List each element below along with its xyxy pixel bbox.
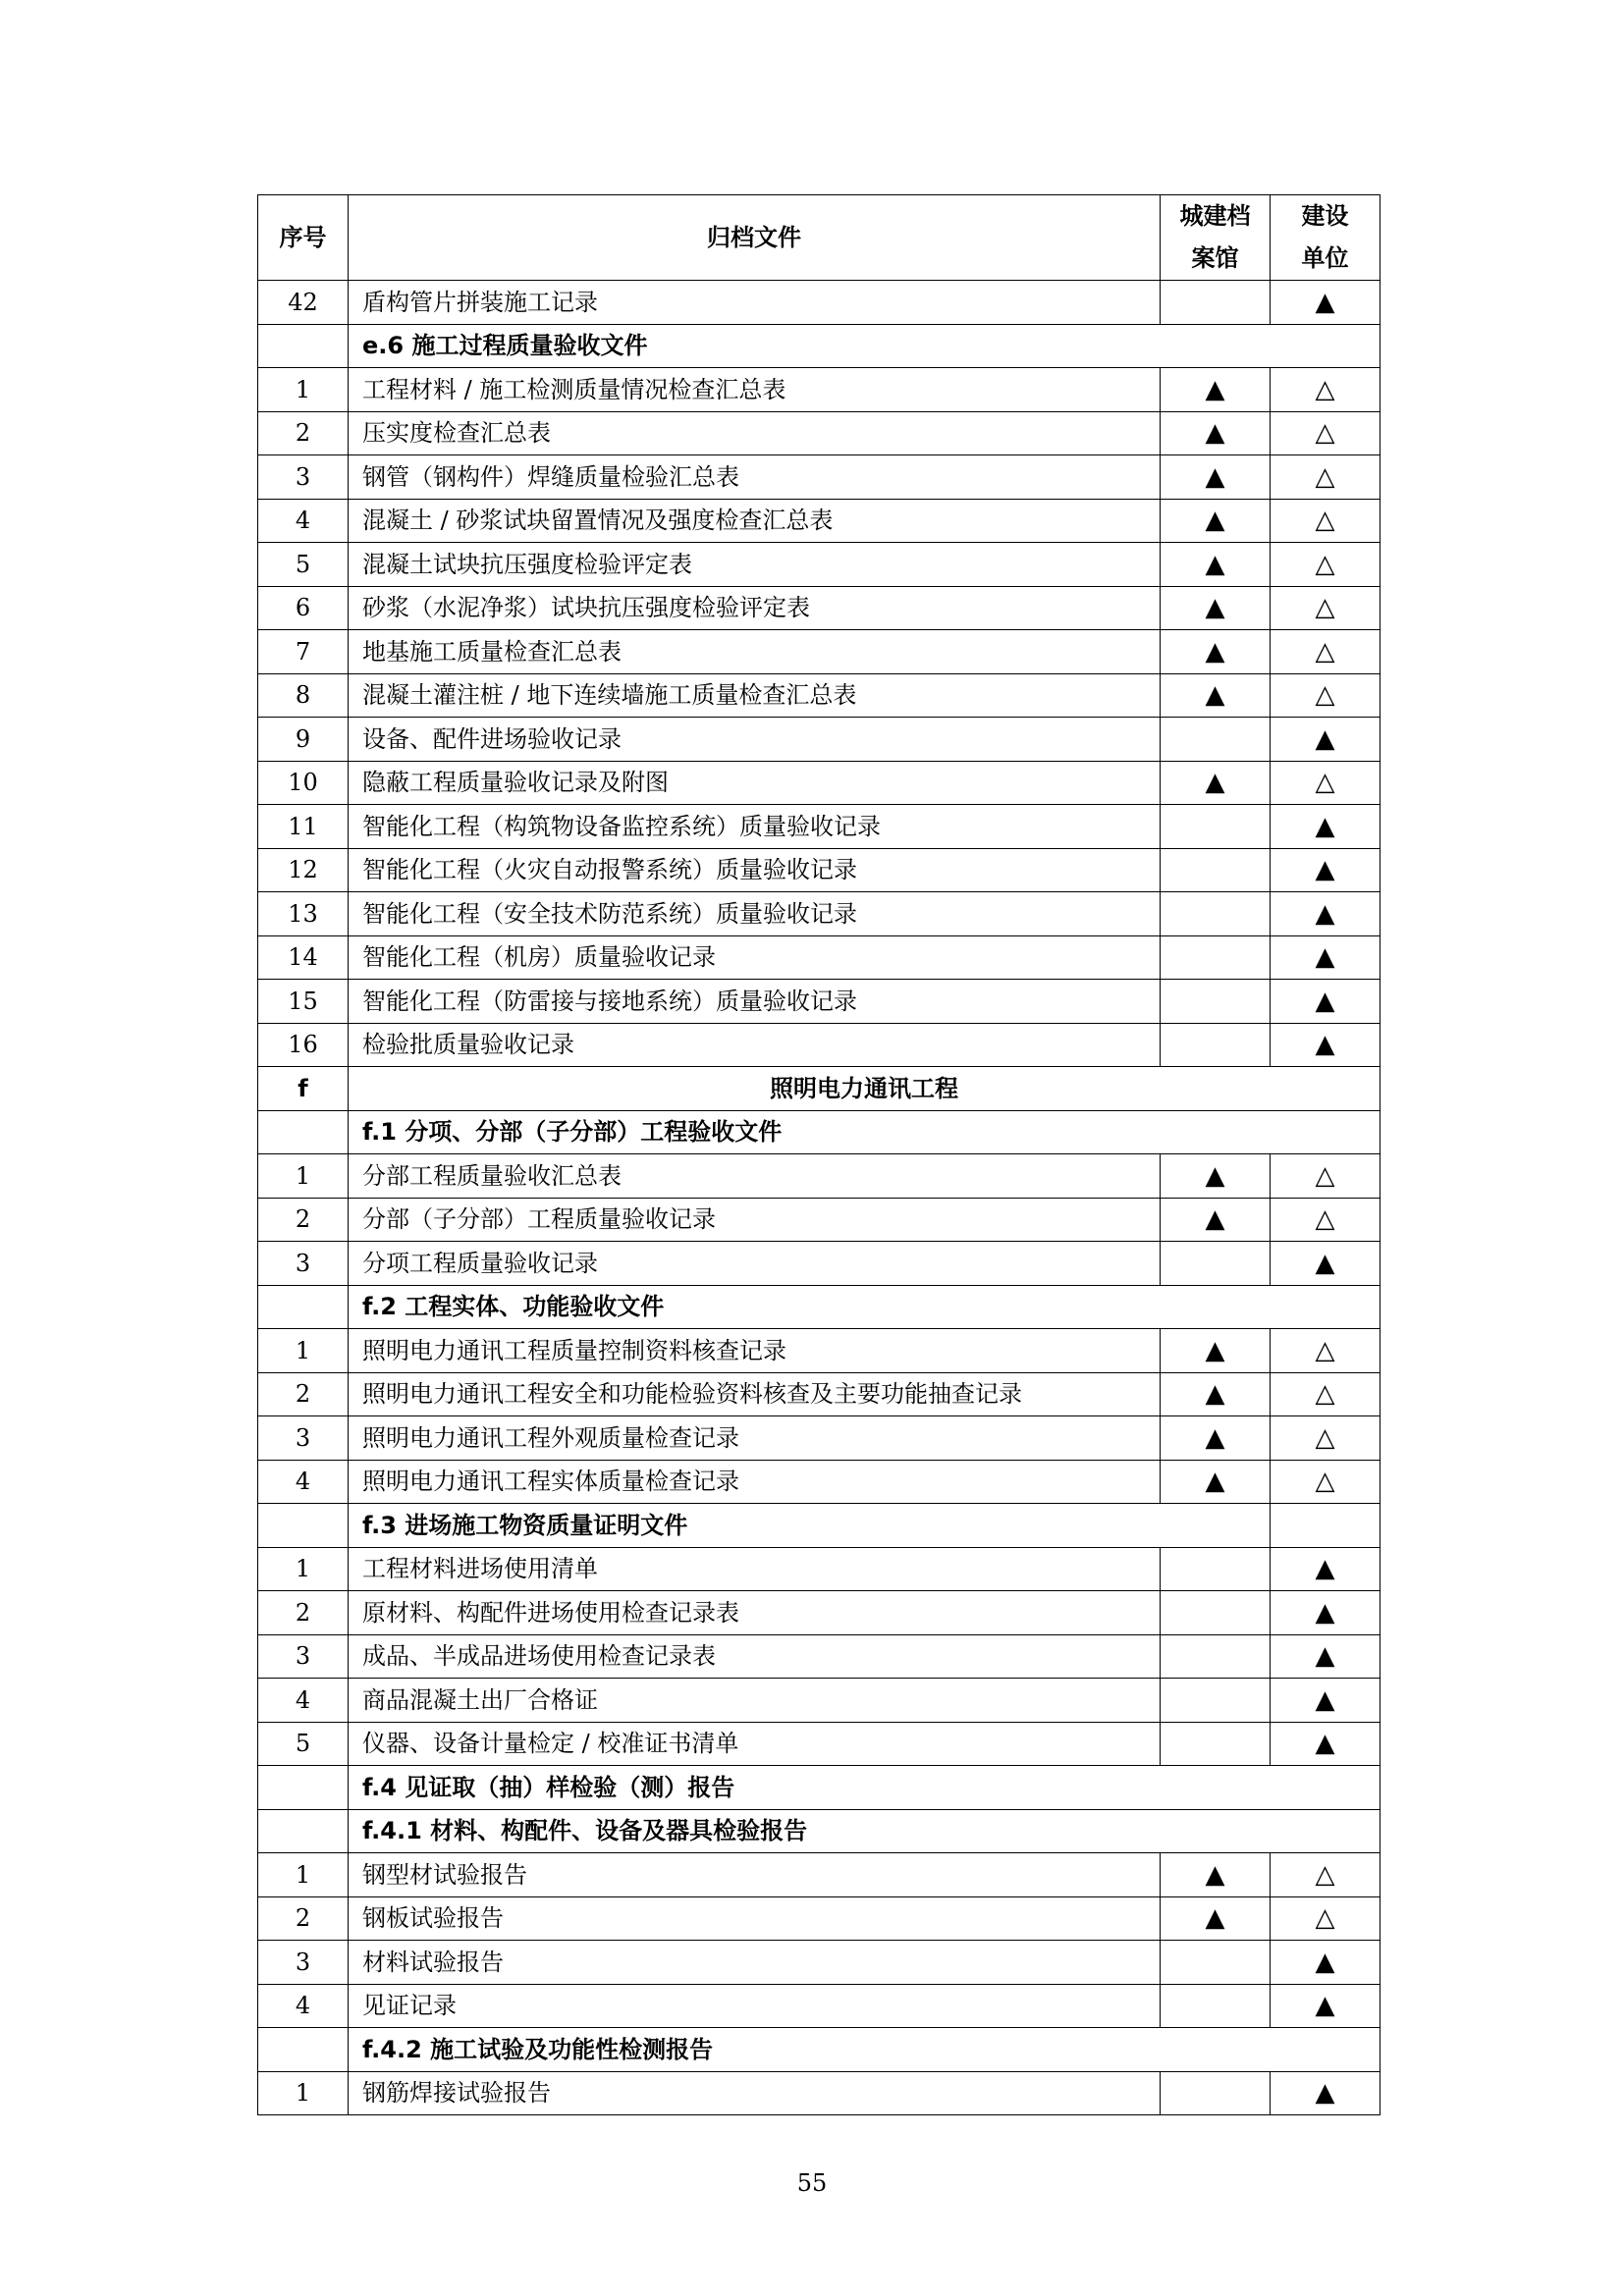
document-name-cell: 压实度检查汇总表 (349, 411, 1161, 455)
city-archives-mark-cell: ▲ (1161, 455, 1271, 500)
construction-unit-mark-cell: ▲ (1271, 1023, 1380, 1067)
city-archives-mark-cell (1161, 1722, 1271, 1766)
table-row (258, 1634, 1380, 1679)
document-name-cell: 见证记录 (349, 1984, 1161, 2028)
page-number: 55 (796, 2169, 828, 2197)
construction-unit-mark-cell: △ (1271, 761, 1380, 805)
document-name-cell: 照明电力通讯工程质量控制资料核查记录 (349, 1329, 1161, 1373)
serial-number-cell: 1 (258, 1329, 349, 1373)
city-archives-mark-cell (1161, 2071, 1271, 2115)
table-row (258, 630, 1380, 674)
table-row (258, 1896, 1380, 1941)
document-name-cell: 照明电力通讯工程外观质量检查记录 (349, 1416, 1161, 1461)
serial-number-cell: 16 (258, 1023, 349, 1067)
serial-number-cell: 4 (258, 499, 349, 543)
construction-unit-mark-cell: △ (1271, 1853, 1380, 1897)
table-row (258, 1416, 1380, 1461)
construction-unit-mark-cell: △ (1271, 1154, 1380, 1199)
serial-number-cell: 5 (258, 543, 349, 587)
table-row (258, 2071, 1380, 2115)
document-name-cell: 设备、配件进场验收记录 (349, 718, 1161, 762)
construction-unit-mark-cell: ▲ (1271, 1634, 1380, 1679)
construction-unit-mark-cell: △ (1271, 1416, 1380, 1461)
city-archives-mark-cell (1161, 1547, 1271, 1591)
serial-number-cell: 14 (258, 935, 349, 980)
table-row (258, 1329, 1380, 1373)
section-heading-cell: f.4.1 材料、构配件、设备及器具检验报告 (349, 1809, 1380, 1853)
city-archives-mark-cell: ▲ (1161, 1372, 1271, 1416)
city-archives-mark-cell (1161, 805, 1271, 849)
table-row (258, 673, 1380, 718)
serial-number-cell (258, 1110, 349, 1154)
serial-number-cell: 4 (258, 1984, 349, 2028)
construction-unit-mark-cell: △ (1271, 630, 1380, 674)
construction-unit-mark-cell: ▲ (1271, 1242, 1380, 1286)
document-name-cell: 照明电力通讯工程实体质量检查记录 (349, 1460, 1161, 1504)
document-name-cell: 智能化工程（安全技术防范系统）质量验收记录 (349, 892, 1161, 936)
document-name-cell: 工程材料进场使用清单 (349, 1547, 1161, 1591)
serial-number-cell: 3 (258, 1242, 349, 1286)
document-name-cell: 分部（子分部）工程质量验收记录 (349, 1198, 1161, 1242)
serial-number-cell: 2 (258, 1591, 349, 1635)
serial-number-cell: 42 (258, 281, 349, 325)
section-heading-row (258, 1110, 1380, 1154)
city-archives-mark-cell (1161, 1023, 1271, 1067)
document-name-cell: 智能化工程（火灾自动报警系统）质量验收记录 (349, 848, 1161, 892)
section-heading-row (258, 324, 1380, 368)
city-archives-mark-cell: ▲ (1161, 1416, 1271, 1461)
city-archives-mark-cell (1161, 281, 1271, 325)
city-archives-mark-cell: ▲ (1161, 411, 1271, 455)
serial-number-cell (258, 1766, 349, 1810)
document-name-cell: 智能化工程（机房）质量验收记录 (349, 935, 1161, 980)
document-name-cell: 分部工程质量验收汇总表 (349, 1154, 1161, 1199)
serial-number-cell: 15 (258, 980, 349, 1024)
city-archives-mark-cell: ▲ (1161, 1329, 1271, 1373)
table-body (258, 281, 1380, 2115)
construction-unit-mark-cell: △ (1271, 543, 1380, 587)
serial-number-cell: 12 (258, 848, 349, 892)
serial-number-cell: 2 (258, 1896, 349, 1941)
document-name-cell: 钢型材试验报告 (349, 1853, 1161, 1897)
construction-unit-mark-cell: △ (1271, 1198, 1380, 1242)
city-archives-mark-cell (1161, 1634, 1271, 1679)
serial-number-cell: 13 (258, 892, 349, 936)
table-row (258, 892, 1380, 936)
city-archives-mark-cell (1161, 1591, 1271, 1635)
document-name-cell: 盾构管片拼装施工记录 (349, 281, 1161, 325)
section-heading-row (258, 1766, 1380, 1810)
document-name-cell: 砂浆（水泥净浆）试块抗压强度检验评定表 (349, 586, 1161, 630)
serial-number-cell (258, 2028, 349, 2072)
table-row (258, 1679, 1380, 1723)
archive-document-table (257, 194, 1380, 2115)
city-archives-mark-cell (1161, 1941, 1271, 1985)
city-archives-mark-cell (1161, 848, 1271, 892)
group-heading-row (258, 1067, 1380, 1111)
header-construction-unit-line2: 单位 (1301, 244, 1349, 272)
serial-number-cell: 4 (258, 1679, 349, 1723)
construction-unit-mark-cell: △ (1271, 1896, 1380, 1941)
document-name-cell: 混凝土灌注桩 / 地下连续墙施工质量检查汇总表 (349, 673, 1161, 718)
document-name-cell: 检验批质量验收记录 (349, 1023, 1161, 1067)
serial-number-cell: 1 (258, 2071, 349, 2115)
construction-unit-mark-cell (1271, 1504, 1380, 1548)
city-archives-mark-cell: ▲ (1161, 499, 1271, 543)
group-heading-cell: 照明电力通讯工程 (349, 1067, 1380, 1111)
document-name-cell: 商品混凝土出厂合格证 (349, 1679, 1161, 1723)
construction-unit-mark-cell: ▲ (1271, 1679, 1380, 1723)
table-row (258, 1023, 1380, 1067)
construction-unit-mark-cell: ▲ (1271, 805, 1380, 849)
construction-unit-mark-cell: ▲ (1271, 1591, 1380, 1635)
table-row (258, 935, 1380, 980)
header-construction-unit-line1: 建设 (1301, 202, 1349, 230)
city-archives-mark-cell: ▲ (1161, 368, 1271, 412)
serial-number-cell: 10 (258, 761, 349, 805)
table-row (258, 455, 1380, 500)
table-row (258, 1242, 1380, 1286)
serial-number-cell: 2 (258, 411, 349, 455)
serial-number-cell: 8 (258, 673, 349, 718)
header-serial-number: 序号 (258, 195, 349, 281)
construction-unit-mark-cell: ▲ (1271, 1722, 1380, 1766)
construction-unit-mark-cell: △ (1271, 1460, 1380, 1504)
document-name-cell: 地基施工质量检查汇总表 (349, 630, 1161, 674)
table-row (258, 1547, 1380, 1591)
document-name-cell: 钢板试验报告 (349, 1896, 1161, 1941)
header-construction-unit (1271, 195, 1380, 281)
city-archives-mark-cell: ▲ (1161, 1853, 1271, 1897)
table-row (258, 499, 1380, 543)
serial-number-cell: 7 (258, 630, 349, 674)
serial-number-cell: 1 (258, 368, 349, 412)
document-name-cell: 智能化工程（防雷接与接地系统）质量验收记录 (349, 980, 1161, 1024)
construction-unit-mark-cell: △ (1271, 411, 1380, 455)
table-row (258, 718, 1380, 762)
section-heading-cell: f.4 见证取（抽）样检验（测）报告 (349, 1766, 1380, 1810)
construction-unit-mark-cell: △ (1271, 586, 1380, 630)
serial-number-cell: 11 (258, 805, 349, 849)
construction-unit-mark-cell: △ (1271, 673, 1380, 718)
table-row (258, 543, 1380, 587)
construction-unit-mark-cell: ▲ (1271, 935, 1380, 980)
document-name-cell: 混凝土试块抗压强度检验评定表 (349, 543, 1161, 587)
table-row (258, 1853, 1380, 1897)
construction-unit-mark-cell: ▲ (1271, 1984, 1380, 2028)
serial-number-cell (258, 1809, 349, 1853)
document-name-cell: 照明电力通讯工程安全和功能检验资料核查及主要功能抽查记录 (349, 1372, 1161, 1416)
construction-unit-mark-cell: ▲ (1271, 281, 1380, 325)
construction-unit-mark-cell: ▲ (1271, 892, 1380, 936)
serial-number-cell: 9 (258, 718, 349, 762)
section-heading-row (258, 1809, 1380, 1853)
city-archives-mark-cell (1161, 935, 1271, 980)
serial-number-cell (258, 1285, 349, 1329)
construction-unit-mark-cell: ▲ (1271, 1941, 1380, 1985)
document-name-cell: 混凝土 / 砂浆试块留置情况及强度检查汇总表 (349, 499, 1161, 543)
table-row (258, 1941, 1380, 1985)
construction-unit-mark-cell: ▲ (1271, 980, 1380, 1024)
construction-unit-mark-cell: ▲ (1271, 848, 1380, 892)
document-name-cell: 智能化工程（构筑物设备监控系统）质量验收记录 (349, 805, 1161, 849)
document-name-cell: 分项工程质量验收记录 (349, 1242, 1161, 1286)
table-row (258, 1154, 1380, 1199)
section-heading-cell: f.1 分项、分部（子分部）工程验收文件 (349, 1110, 1380, 1154)
city-archives-mark-cell: ▲ (1161, 1198, 1271, 1242)
table-row (258, 1198, 1380, 1242)
construction-unit-mark-cell: △ (1271, 368, 1380, 412)
section-heading-row (258, 2028, 1380, 2072)
construction-unit-mark-cell: △ (1271, 455, 1380, 500)
document-name-cell: 隐蔽工程质量验收记录及附图 (349, 761, 1161, 805)
serial-number-cell: 6 (258, 586, 349, 630)
section-heading-cell: e.6 施工过程质量验收文件 (349, 324, 1380, 368)
serial-number-cell: 3 (258, 1416, 349, 1461)
document-name-cell: 成品、半成品进场使用检查记录表 (349, 1634, 1161, 1679)
section-heading-cell: f.4.2 施工试验及功能性检测报告 (349, 2028, 1380, 2072)
document-name-cell: 原材料、构配件进场使用检查记录表 (349, 1591, 1161, 1635)
city-archives-mark-cell: ▲ (1161, 630, 1271, 674)
serial-number-cell: 5 (258, 1722, 349, 1766)
table-row (258, 1591, 1380, 1635)
document-name-cell: 钢管（钢构件）焊缝质量检验汇总表 (349, 455, 1161, 500)
city-archives-mark-cell (1161, 1242, 1271, 1286)
table-row (258, 368, 1380, 412)
serial-number-cell: 1 (258, 1853, 349, 1897)
serial-number-cell: 1 (258, 1154, 349, 1199)
document-name-cell: 工程材料 / 施工检测质量情况检查汇总表 (349, 368, 1161, 412)
group-code-cell: f (258, 1067, 349, 1111)
city-archives-mark-cell: ▲ (1161, 1896, 1271, 1941)
serial-number-cell: 2 (258, 1198, 349, 1242)
table-row (258, 1722, 1380, 1766)
serial-number-cell: 3 (258, 1634, 349, 1679)
table-row (258, 761, 1380, 805)
section-heading-row (258, 1504, 1380, 1548)
header-city-archives-line2: 案馆 (1191, 244, 1239, 272)
construction-unit-mark-cell: △ (1271, 1329, 1380, 1373)
section-heading-row (258, 1285, 1380, 1329)
section-heading-cell: f.2 工程实体、功能验收文件 (349, 1285, 1380, 1329)
table-row (258, 848, 1380, 892)
table-row (258, 1460, 1380, 1504)
serial-number-cell: 1 (258, 1547, 349, 1591)
serial-number-cell: 2 (258, 1372, 349, 1416)
city-archives-mark-cell: ▲ (1161, 543, 1271, 587)
table-row (258, 586, 1380, 630)
city-archives-mark-cell (1161, 1679, 1271, 1723)
serial-number-cell: 3 (258, 455, 349, 500)
city-archives-mark-cell: ▲ (1161, 1460, 1271, 1504)
table-row (258, 281, 1380, 325)
serial-number-cell: 3 (258, 1941, 349, 1985)
construction-unit-mark-cell: ▲ (1271, 718, 1380, 762)
serial-number-cell: 4 (258, 1460, 349, 1504)
construction-unit-mark-cell: △ (1271, 1372, 1380, 1416)
serial-number-cell (258, 324, 349, 368)
city-archives-mark-cell: ▲ (1161, 1154, 1271, 1199)
header-city-archives (1161, 195, 1271, 281)
section-heading-cell: f.3 进场施工物资质量证明文件 (349, 1504, 1271, 1548)
table-row (258, 1984, 1380, 2028)
serial-number-cell (258, 1504, 349, 1548)
document-name-cell: 钢筋焊接试验报告 (349, 2071, 1161, 2115)
city-archives-mark-cell (1161, 1984, 1271, 2028)
table-row (258, 805, 1380, 849)
city-archives-mark-cell: ▲ (1161, 673, 1271, 718)
table-row (258, 411, 1380, 455)
construction-unit-mark-cell: ▲ (1271, 2071, 1380, 2115)
header-archive-documents: 归档文件 (349, 195, 1161, 281)
document-name-cell: 仪器、设备计量检定 / 校准证书清单 (349, 1722, 1161, 1766)
city-archives-mark-cell: ▲ (1161, 761, 1271, 805)
header-city-archives-line1: 城建档 (1179, 202, 1251, 230)
table-header-row (258, 195, 1380, 281)
table-row (258, 980, 1380, 1024)
city-archives-mark-cell (1161, 718, 1271, 762)
construction-unit-mark-cell: ▲ (1271, 1547, 1380, 1591)
city-archives-mark-cell (1161, 980, 1271, 1024)
document-name-cell: 材料试验报告 (349, 1941, 1161, 1985)
city-archives-mark-cell (1161, 892, 1271, 936)
city-archives-mark-cell: ▲ (1161, 586, 1271, 630)
table-row (258, 1372, 1380, 1416)
construction-unit-mark-cell: △ (1271, 499, 1380, 543)
